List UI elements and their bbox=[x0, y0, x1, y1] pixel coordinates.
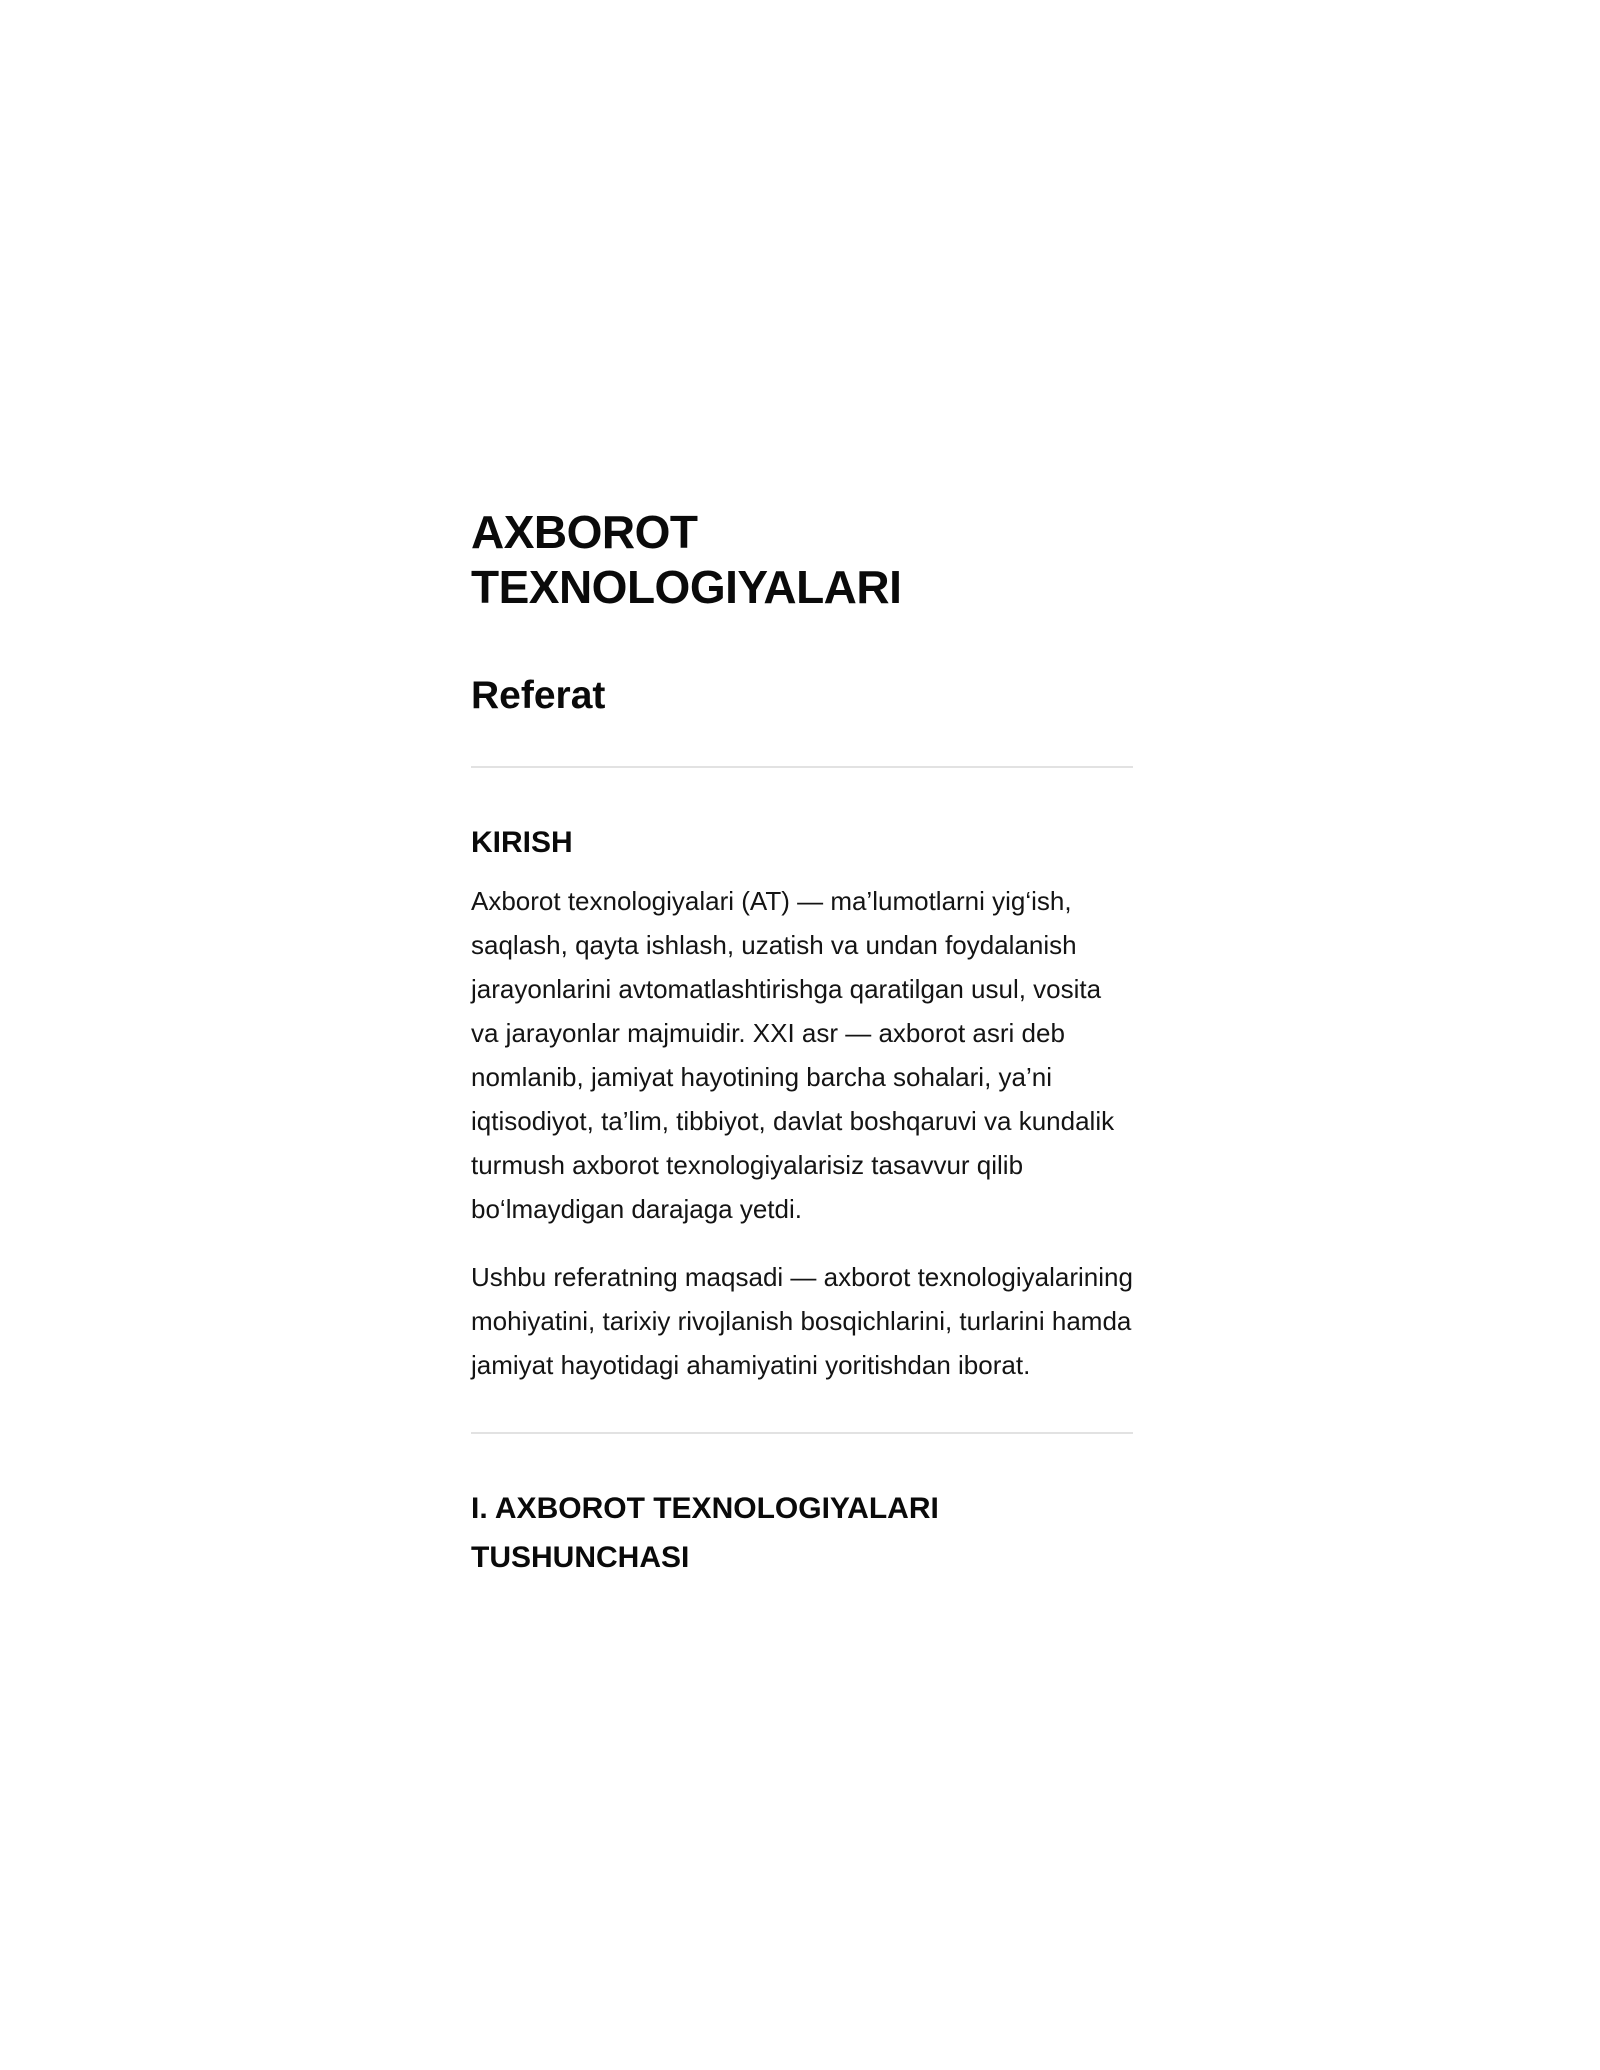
section-kirish bbox=[471, 818, 1133, 1387]
paragraph: Ushbu referatning maqsadi — axborot texnologiyalarining mohiyatini, tarixiy rivojlanish bosqichlarini, turlarini hamda jamiyat hayotidagi ahamiyatini yoritishdan iborat. bbox=[471, 1262, 1133, 1381]
section-1 bbox=[471, 1484, 1133, 1582]
section-heading-kirish: KIRISH bbox=[471, 826, 573, 860]
section-heading-concept: I. AXBOROT TEXNOLOGIYALARI TUSHUNCHASI bbox=[471, 1492, 939, 1575]
paragraph: Axborot texnologiyalari (AT) — ma’lumotlarni yig‘ish, saqlash, qayta ishlash, uzatish va undan foydalanish jarayonlarini avtomatlashtirishga qaratilgan usul, vosita va jarayonlar majmuidir. XXI asr — axborot asri deb nomlanib, jamiyat hayotining barcha sohalari, ya’ni iqtisodiyot, ta’lim, tibbiyot, davlat boshqaruvi va kundalik turmush axborot texnologiyalarisiz tasavvur qilib bo‘lmaydigan darajaga yetdi. bbox=[471, 886, 1115, 1225]
section-divider bbox=[471, 1432, 1133, 1434]
document-page bbox=[471, 505, 1133, 1582]
section-divider bbox=[471, 766, 1133, 768]
document-subtitle: Referat bbox=[471, 674, 606, 718]
document-title: AXBOROT TEXNOLOGIYALARI bbox=[471, 506, 902, 614]
